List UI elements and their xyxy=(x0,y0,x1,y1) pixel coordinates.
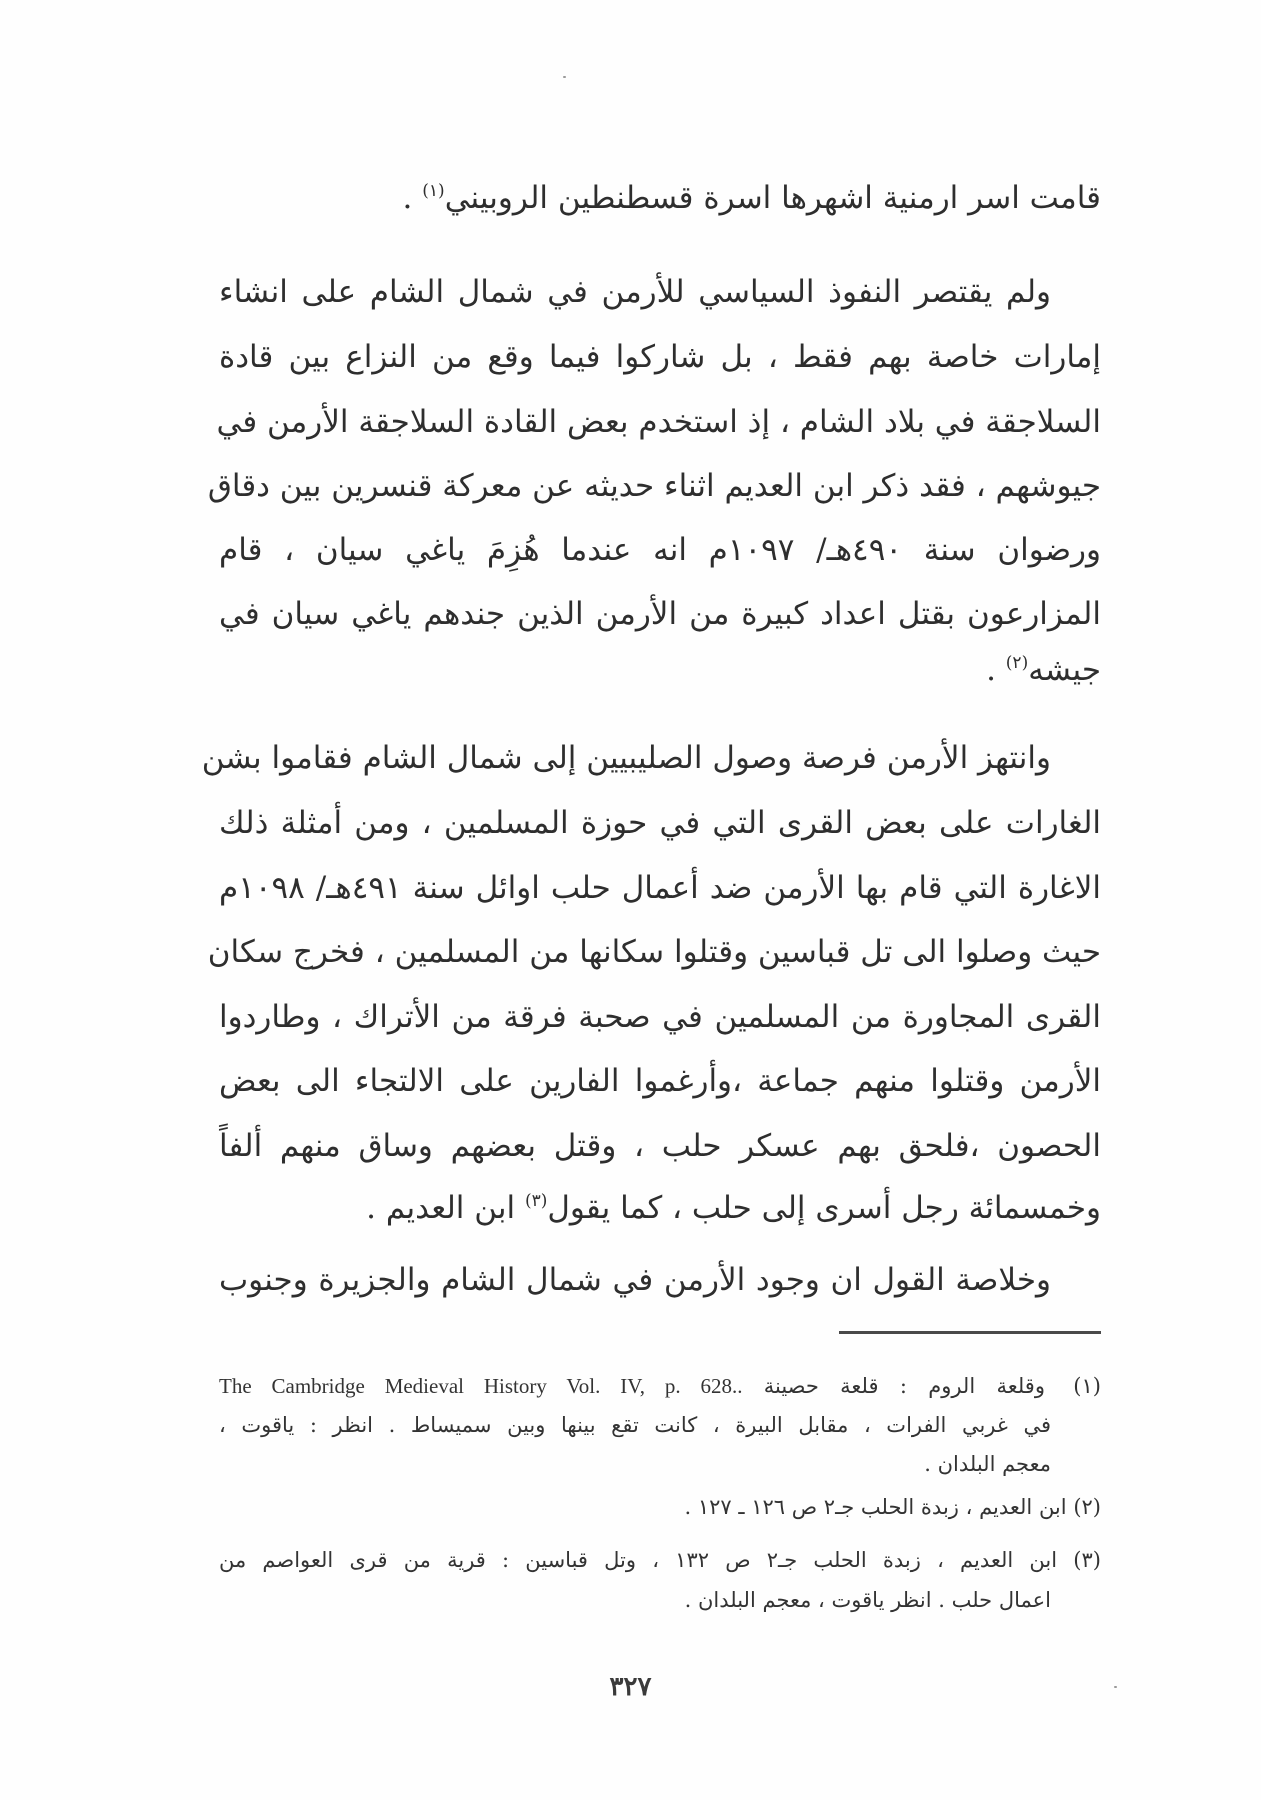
line-text: وخمسمائة رجل أسرى إلى حلب ، كما يقول xyxy=(547,1190,1101,1226)
body-line: وانتهز الأرمن فرصة وصول الصليبيين إلى شمال الشام فقاموا بشن xyxy=(201,740,1051,776)
body-line: إمارات خاصة بهم فقط ، بل شاركوا فيما وقع من النزاع بين قادة xyxy=(219,339,1101,375)
page-number: ٣٢٧ xyxy=(609,1672,652,1702)
line-text: جيشه xyxy=(1028,652,1101,688)
footnote-marker: (٢) xyxy=(1073,1495,1101,1519)
body-line xyxy=(219,640,1101,700)
footnote-1-continuation: في غربي الفرات ، مقابل البيرة ، كانت تقع بينها وبين سميساط . انظر : ياقوت ، xyxy=(219,1413,1051,1437)
footnote-3-continuation: اعمال حلب . انظر ياقوت ، معجم البلدان . xyxy=(684,1588,1051,1612)
footnote-1-continuation: معجم البلدان . xyxy=(924,1452,1051,1476)
line-tail: . xyxy=(402,180,423,216)
footnote-1 xyxy=(219,1366,1101,1406)
footnote-text: ابن العديم ، زبدة الحلب جـ٢ ص ١٣٢ ، وتل قباسين : قرية من قرى العواصم من xyxy=(219,1548,1058,1572)
scan-speck xyxy=(1114,1686,1117,1688)
body-line: المزارعون بقتل اعداد كبيرة من الأرمن الذين جندهم ياغي سيان في xyxy=(219,596,1101,632)
body-line: الاغارة التي قام بها الأرمن ضد أعمال حلب اوائل سنة ٤٩١هـ/ ١٠٩٨م xyxy=(219,870,1101,906)
footnote-2 xyxy=(219,1487,1101,1527)
body-line: حيث وصلوا الى تل قباسين وقتلوا سكانها من المسلمين ، فخرج سكان xyxy=(207,934,1101,970)
footnote-ref-1[interactable]: (١) xyxy=(422,181,445,201)
footnote-latin-citation: The Cambridge Medieval History Vol. IV, p. 628.. xyxy=(219,1374,743,1398)
body-line xyxy=(219,168,1101,228)
body-line: الحصون ،فلحق بهم عسكر حلب ، وقتل بعضهم وساق منهم ألفاً xyxy=(219,1128,1101,1164)
line-tail: . xyxy=(986,652,1006,688)
line-tail: ابن العديم . xyxy=(366,1190,525,1226)
footnote-separator-rule xyxy=(839,1331,1101,1334)
body-line: الأرمن وقتلوا منهم جماعة ،وأرغموا الفارين على الالتجاء الى بعض xyxy=(219,1063,1101,1099)
body-line xyxy=(219,1178,1101,1238)
footnote-marker: (١) xyxy=(1073,1374,1101,1398)
body-line: الغارات على بعض القرى التي في حوزة المسلمين ، ومن أمثلة ذلك xyxy=(219,805,1101,841)
body-line: السلاجقة في بلاد الشام ، إذ استخدم بعض القادة السلاجقة الأرمن في xyxy=(216,404,1101,440)
footnote-text: وقلعة الروم : قلعة حصينة xyxy=(763,1374,1045,1398)
body-line: وخلاصة القول ان وجود الأرمن في شمال الشام والجزيرة وجنوب xyxy=(219,1262,1051,1298)
body-line: ورضوان سنة ٤٩٠هـ/ ١٠٩٧م انه عندما هُزِمَ ياغي سيان ، قام xyxy=(219,532,1101,568)
footnote-3 xyxy=(219,1540,1101,1580)
body-line: ولم يقتصر النفوذ السياسي للأرمن في شمال الشام على انشاء xyxy=(219,274,1051,310)
footnote-text: ابن العديم ، زبدة الحلب جـ٢ ص ١٢٦ ـ ١٢٧ . xyxy=(684,1495,1067,1519)
footnote-marker: (٣) xyxy=(1073,1548,1101,1572)
footnote-ref-3[interactable]: (٣) xyxy=(524,1191,548,1211)
scan-speck xyxy=(563,76,566,78)
body-line: القرى المجاورة من المسلمين في صحبة فرقة من الأتراك ، وطاردوا xyxy=(219,999,1101,1035)
footnote-ref-2[interactable]: (٢) xyxy=(1005,653,1029,673)
body-line: جيوشهم ، فقد ذكر ابن العديم اثناء حديثه عن معركة قنسرين بين دقاق xyxy=(207,468,1101,504)
line-text: قامت اسر ارمنية اشهرها اسرة قسطنطين الروبيني xyxy=(444,180,1101,216)
